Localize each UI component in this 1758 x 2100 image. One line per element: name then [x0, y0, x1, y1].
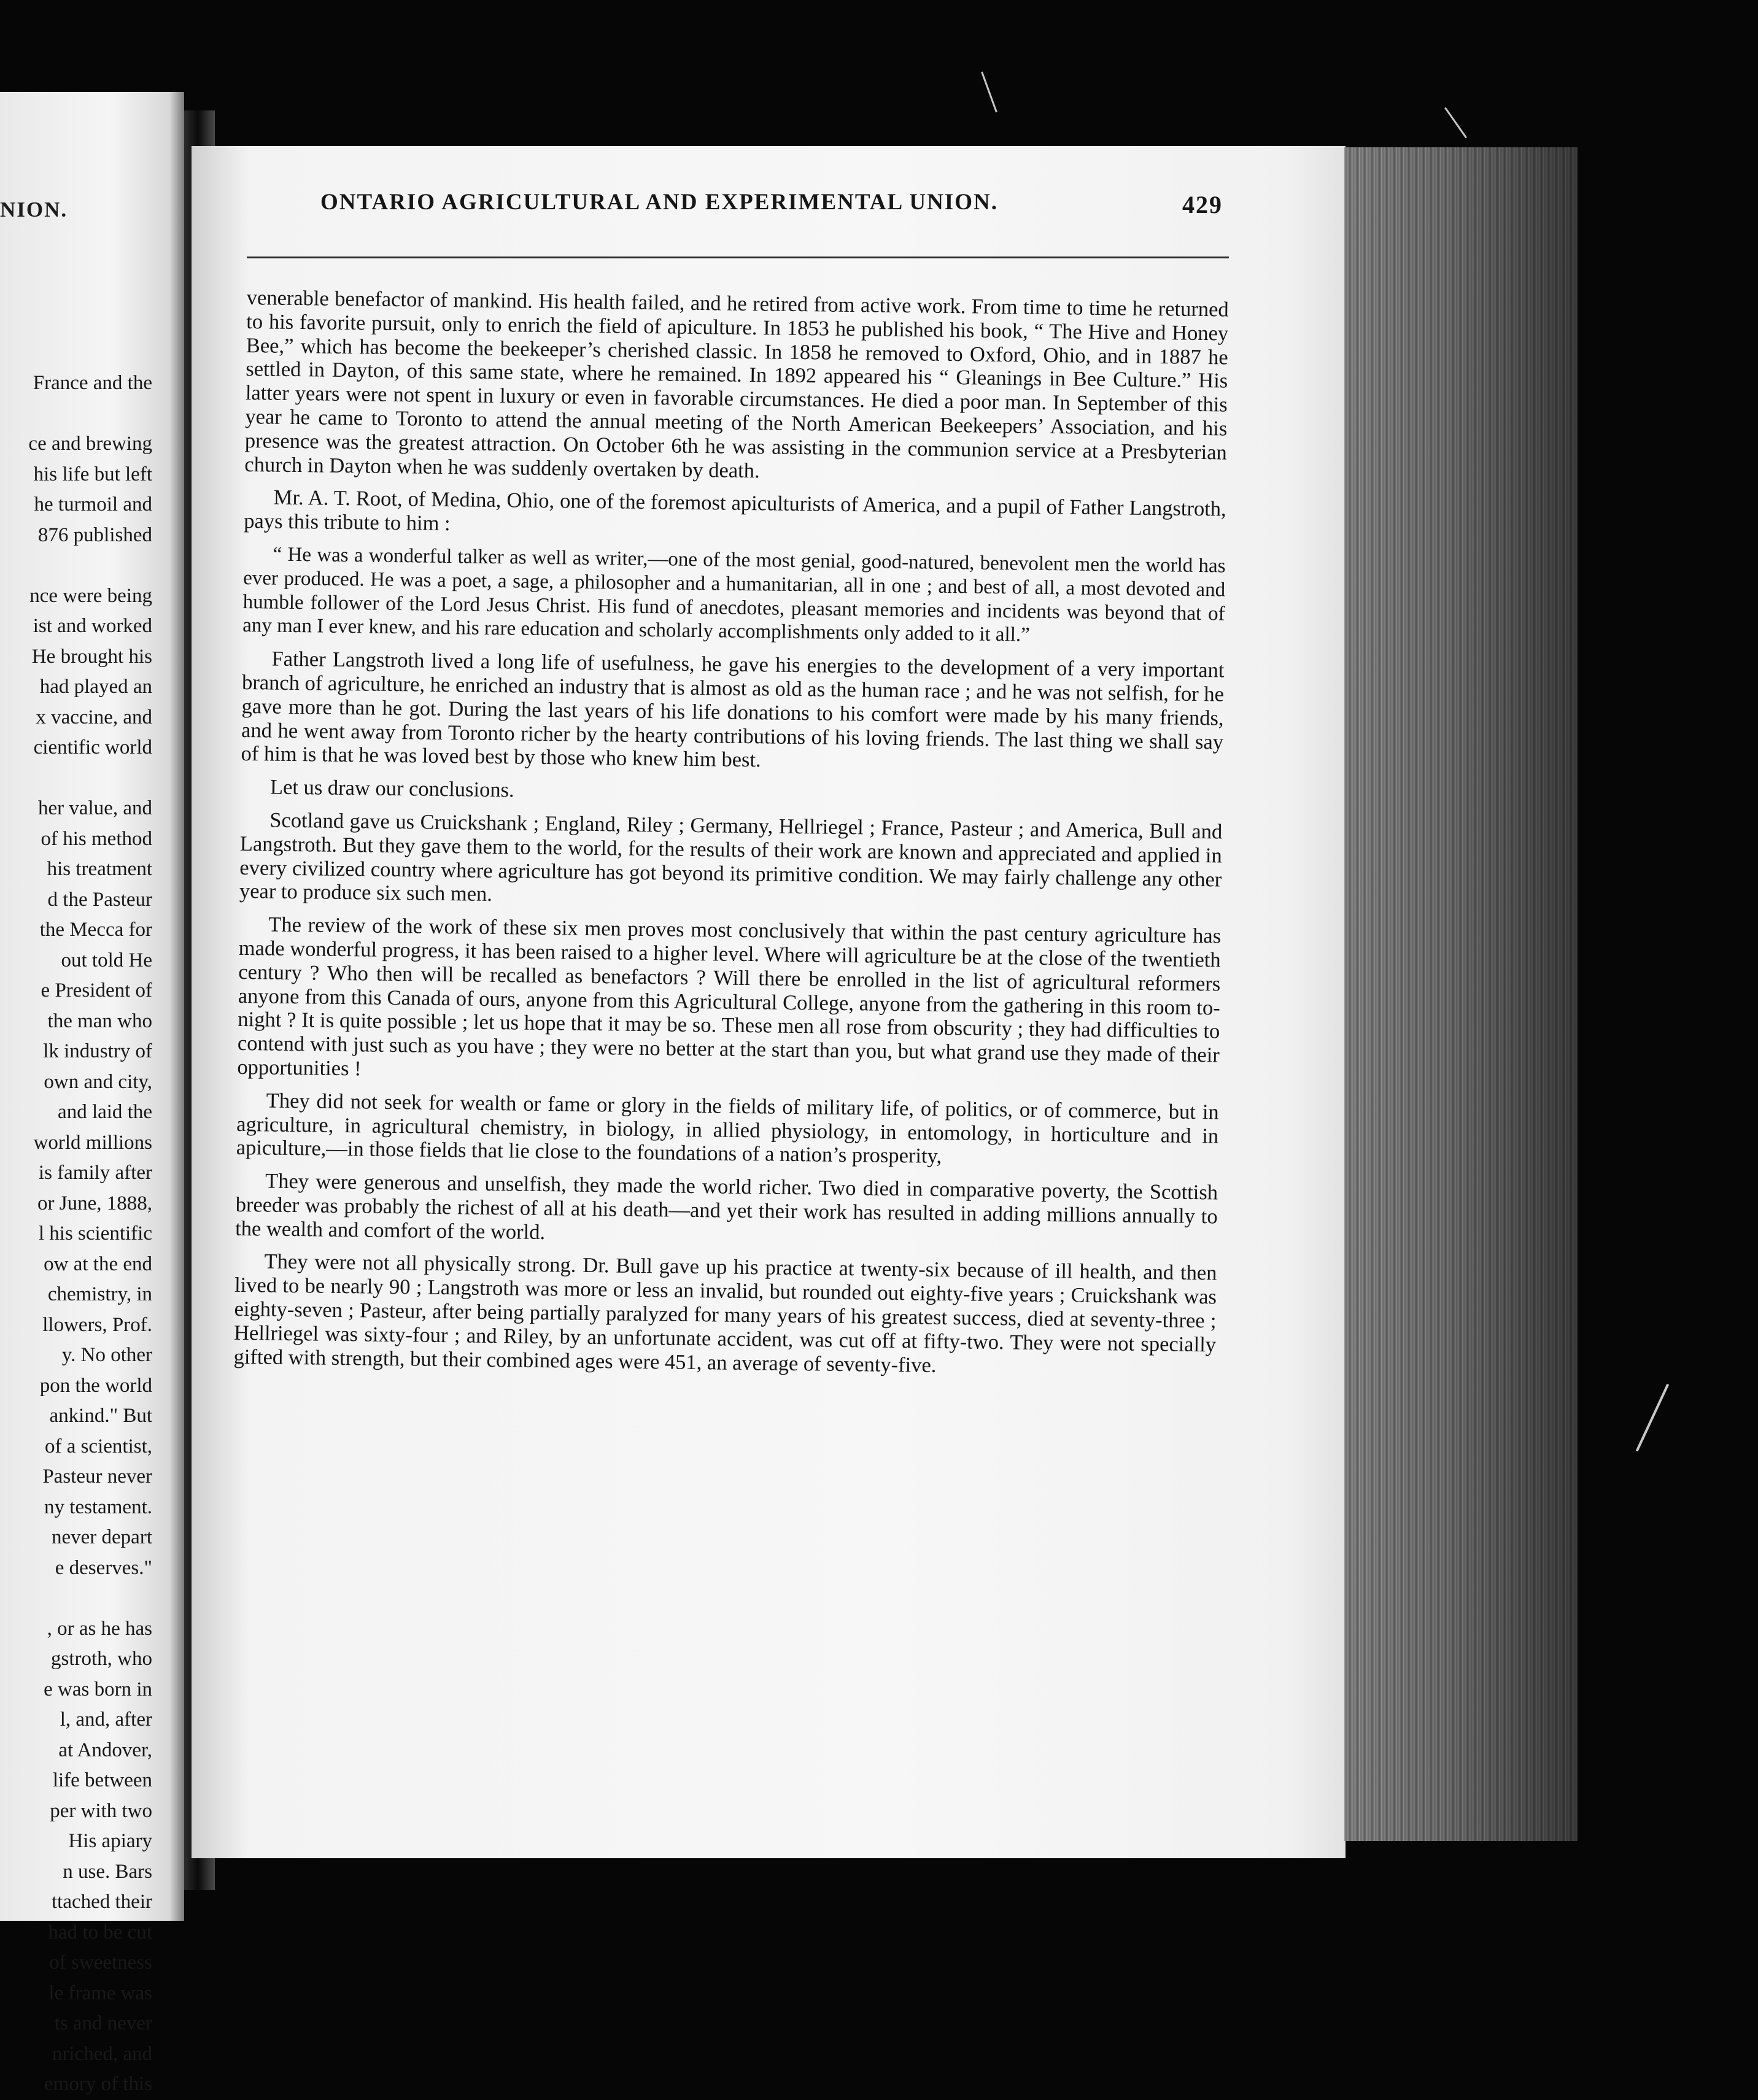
left-page-line: per with two [50, 1799, 152, 1822]
page-edges [1344, 147, 1578, 1841]
running-head [241, 177, 1235, 220]
left-page-line: ist and worked [33, 615, 152, 637]
paragraph: They were generous and unselfish, they made the world richer. Two died in comparative poverty, the Scottish breeder was probably the richest of all at his death—and yet their work has resulted in adding millions annually to the wealth and comfort of the world. [235, 1169, 1218, 1244]
page-content [233, 177, 1235, 1377]
left-page-line: le frame was [48, 1982, 152, 2004]
left-page-line: ce and brewing [28, 433, 152, 455]
running-head-title: ONTARIO AGRICULTURAL AND EXPERIMENTAL UNION. [320, 190, 998, 215]
left-page-line: lk industry of [43, 1040, 152, 1062]
left-page-line: ny testament. [44, 1496, 152, 1518]
left-page-line: 876 published [37, 523, 152, 546]
left-page-line [0, 550, 152, 581]
left-page-line: had to be cut [48, 1921, 152, 1944]
left-page-line: y. No other [61, 1344, 152, 1366]
left-page-line: at Andover, [58, 1739, 152, 1761]
scan-speck [1636, 1384, 1669, 1451]
left-page-line: He brought his [31, 645, 152, 668]
left-page-line: l, and, after [60, 1708, 152, 1731]
left-page-line: ankind." But [49, 1405, 152, 1427]
page-number: 429 [1182, 191, 1223, 218]
left-running-head: NION. [0, 198, 68, 222]
left-page-line: his treatment [47, 858, 152, 880]
left-page-line: llowers, Prof. [42, 1313, 152, 1336]
left-page [0, 92, 184, 2095]
left-page-line [0, 1583, 152, 1614]
left-page-line: out told He [61, 949, 152, 971]
left-page-line: he turmoil and [34, 493, 152, 515]
body-text [233, 286, 1229, 1390]
left-page-line: Pasteur never [42, 1465, 152, 1488]
left-page-line: cientific world [33, 736, 152, 759]
left-page-line: own and city, [44, 1070, 152, 1093]
left-page-line: or June, 1888, [37, 1192, 152, 1214]
header-rule [247, 257, 1229, 258]
left-page-line: pon the world [39, 1374, 152, 1397]
paragraph: The review of the work of these six men proves most conclusively that within the past century agriculture has made wonderful progress, it has been raised to a higher level. Where will agriculture be at the close of the twentieth century ? Who then will be recalled as benefactors ? Will there be enrolled in the list of agricultural reformers anyone from this Canada of ours, anyone from this Agricultural College, anyone from the gathering in this room to-night ? It is quite possible ; let us hope that it may be so. These men all rose from obscurity ; they had difficulties to contend with just such as you have ; they were no better at the start than you, but what grand use they made of their opportunities ! [237, 913, 1222, 1081]
left-page-line: emory of this [44, 2073, 152, 2095]
left-page-line: never depart [52, 1526, 152, 1548]
left-page-line: n use. Bars [63, 1860, 152, 1883]
left-page-line: nriched, and [52, 2042, 152, 2065]
left-page-line: of sweetness [49, 1951, 152, 1974]
left-page-text [0, 368, 152, 2100]
left-page-line: gstroth, who [51, 1648, 152, 1670]
paragraph: They did not seek for wealth or fame or glory in the fields of military life, of politics, or of commerce, but in agriculture, in agricultural chemistry, in biology, in allied physiology, in entomology, in horticulture and in apiculture,—in those fields that lie close to the foundations of a nation’s prosperity, [236, 1089, 1219, 1168]
scan-speck [981, 72, 997, 113]
left-page-line: x vaccine, and [36, 706, 152, 728]
left-page-line: ts and never [54, 2012, 152, 2034]
left-page-line [0, 399, 152, 430]
quotation: “ He was a wonderful talker as well as writer,—one of the most genial, good-natured, benevolent men the world has ever produced. He was a poet, a sage, a philosopher and a humanitarian, all in one ; and best of all, a most devoted and humble follower of the Lord Jesus Christ. His fund of anecdotes, pleasant memories and incidents was beyond that of any man I ever knew, and his rare education and scholarly accomplishments only added to it all.” [242, 543, 1226, 646]
left-page-line: and laid the [58, 1101, 152, 1123]
paragraph: Father Langstroth lived a long life of usefulness, he gave his energies to the development of a very important branch of agriculture, he enriched an industry that is almost as old as the human race ; and he was not selfish, for he gave more than he got. During the last years of his life donations to his comfort were made by his many friends, and he went away from Toronto richer by the hearty contributions of his loving friends. The last thing we shall say of him is that he was loved best by those who knew him best. [241, 647, 1225, 772]
paragraph: Scotland gave us Cruickshank ; England, Riley ; Germany, Hellriegel ; France, Pasteur ; and America, Bull and Langstroth. But they gave them to the world, for the results of their work are known and appreciated and applied in every civilized country where agriculture has got beyond its primitive condition. We may fairly challenge any other year to produce six such men. [239, 808, 1223, 906]
left-page-line: ttached their [51, 1891, 152, 1913]
left-page-line: is family after [38, 1162, 152, 1184]
left-page-line: nce were being [29, 584, 152, 607]
left-page-line: of a scientist, [44, 1435, 152, 1457]
left-page-line: the man who [47, 1009, 152, 1032]
left-page-line: His apiary [68, 1830, 152, 1852]
paragraph: venerable benefactor of mankind. His health failed, and he retired from active work. From time to time he returned to his favorite pursuit, only to enrich the field of apiculture. In 1853 he published his book, “ The Hive and Honey Bee,” which has become the beekeeper’s cherished classic. In 1858 he removed to Oxford, Ohio, and in 1887 he settled in Dayton, of this same state, where he remained. In 1892 appeared his “ Gleanings in Bee Culture.” His latter years were not spent in luxury or even in favorable circumstances. He died a poor man. In September of this year he came to Toronto to attend the annual meeting of the North American Beekeepers’ Association, and his presence was the greatest attraction. On October 6th he was assisting in the communion service at a Presbyterian church in Dayton when he was suddenly overtaken by death. [244, 286, 1229, 482]
left-page-line [0, 763, 152, 794]
left-page-line: his life but left [33, 463, 152, 485]
paragraph: Let us draw our conclusions. [269, 775, 514, 802]
left-page-line: France and the [33, 372, 152, 394]
left-page-line: d the Pasteur [47, 888, 152, 911]
left-page-line: e was born in [44, 1678, 152, 1700]
left-page-line: ow at the end [44, 1253, 152, 1275]
left-page-line: l his scientific [38, 1222, 152, 1245]
paragraph: They were not all physically strong. Dr. Bull gave up his practice at twenty-six because of ill health, and then lived to be nearly 90 ; Langstroth was more or less an invalid, but rounded out eighty-five years ; Cruickshank was eighty-seven ; Pasteur, after being partially paralyzed for many years of his greatest success, died at seventy-three ; Hellriegel was sixty-four ; and Riley, by an unfortunate accident, was cut off at fifty-two. They were not specially gifted with strength, but their combined ages were 451, an average of seventy-five. [233, 1249, 1217, 1377]
left-page-line: , or as he has [47, 1617, 152, 1640]
left-page-line: of his method [41, 827, 152, 850]
left-page-line: life between [52, 1769, 152, 1791]
left-page-line: chemistry, in [47, 1283, 152, 1305]
left-page-line: had played an [39, 676, 152, 698]
scan-speck [1444, 107, 1467, 139]
left-page-line: e deserves." [55, 1556, 152, 1579]
left-page-line: her value, and [38, 797, 152, 819]
paragraph: Mr. A. T. Root, of Medina, Ohio, one of the foremost apiculturists of America, and a pupil of Father Langstroth, pays this tribute to him : [244, 485, 1226, 536]
left-page-line: e President of [41, 979, 152, 1002]
left-page-line: world millions [33, 1131, 152, 1154]
left-page-line: the Mecca for [39, 919, 152, 941]
